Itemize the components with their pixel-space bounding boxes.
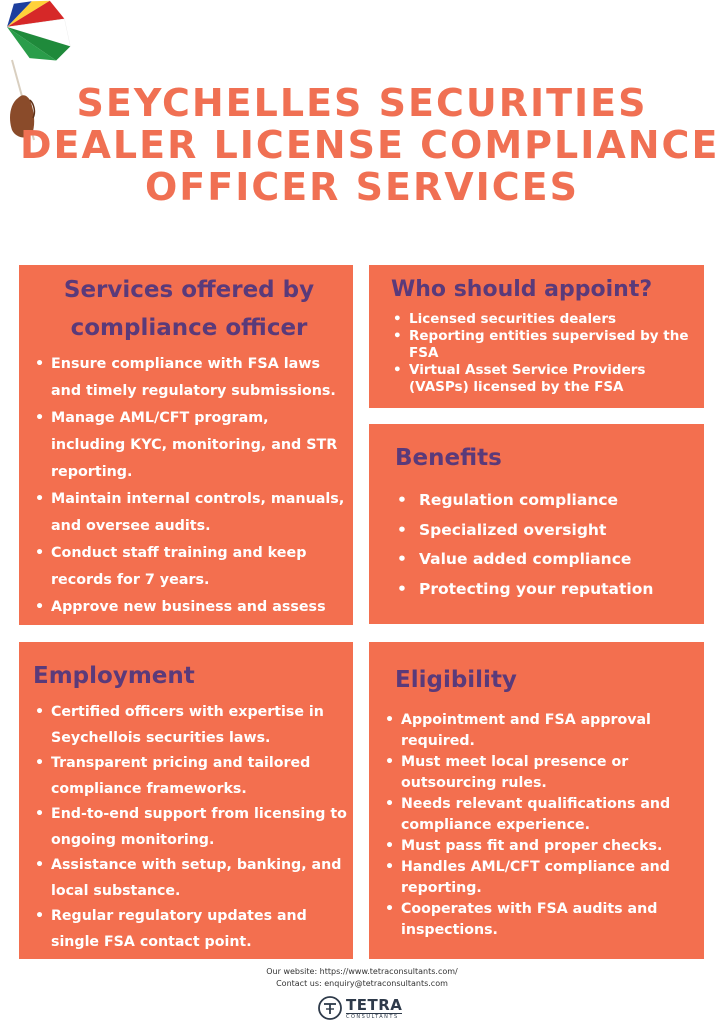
page-title [20,81,720,209]
list-item: • Must meet local presence or outsourcing rules. [383,752,696,794]
who-heading: Who should appoint? [391,277,653,302]
list-item: • Specialized oversight [395,516,696,546]
title-line-3: OFFICER SERVICES [144,165,580,209]
employment-card [19,642,353,959]
list-item: • End-to-end support from licensing to ongoing monitoring. [33,802,347,853]
list-item: • Licensed securities dealers [391,311,696,328]
list-item: • Handles AML/CFT compliance and reporting. [383,857,696,899]
benefits-list [395,486,696,604]
title-line-1: SEYCHELLES SECURITIES [76,81,648,125]
footer-website[interactable]: Our website: https://www.tetraconsultants.com/ [266,967,458,976]
list-item: • Approve new business and assess related risks. [33,594,345,648]
employment-list [33,700,347,955]
employment-heading: Employment [33,663,195,689]
list-item: • Maintain internal controls, manuals, and oversee audits. [33,486,345,540]
services-heading [33,271,345,347]
list-item: • Regular regulatory updates and single FSA contact point. [33,904,347,955]
tetra-logo-icon [318,996,342,1020]
list-item: • Virtual Asset Service Providers (VASPs) licensed by the FSA [391,362,696,396]
who-should-appoint-card [369,265,704,408]
list-item: • Cooperates with FSA audits and inspections. [383,899,696,941]
logo-subtitle: CONSULTANTS [346,1013,402,1020]
footer [0,966,724,990]
benefits-card [369,424,704,624]
list-item: • Manage AML/CFT program, including KYC, monitoring, and STR reporting. [33,405,345,486]
list-item: • Regulation compliance [395,486,696,516]
list-item: • Ensure compliance with FSA laws and timely regulatory submissions. [33,351,345,405]
who-list [391,311,696,396]
services-list [33,351,345,648]
eligibility-heading: Eligibility [395,667,517,693]
footer-contact[interactable]: Contact us: enquiry@tetraconsultants.com [276,979,448,988]
benefits-heading: Benefits [395,445,502,471]
eligibility-card [369,642,704,959]
services-heading-line-2: compliance officer [70,315,308,341]
list-item: • Conduct staff training and keep records for 7 years. [33,540,345,594]
tetra-logo [318,993,402,1023]
eligibility-list [383,710,696,941]
logo-name: TETRA [346,995,403,1014]
title-line-2: DEALER LICENSE COMPLIANCE [20,123,720,167]
list-item: • Value added compliance [395,545,696,575]
list-item: • Protecting your reputation [395,575,696,605]
list-item: • Must pass fit and proper checks. [383,836,696,857]
list-item: • Transparent pricing and tailored compliance frameworks. [33,751,347,802]
services-heading-line-1: Services offered by [63,277,315,303]
list-item: • Certified officers with expertise in Seychellois securities laws. [33,700,347,751]
list-item: • Assistance with setup, banking, and local substance. [33,853,347,904]
list-item: • Reporting entities supervised by the FSA [391,328,696,362]
services-card [19,265,353,642]
list-item: • Appointment and FSA approval required. [383,710,696,752]
list-item: • Needs relevant qualifications and compliance experience. [383,794,696,836]
